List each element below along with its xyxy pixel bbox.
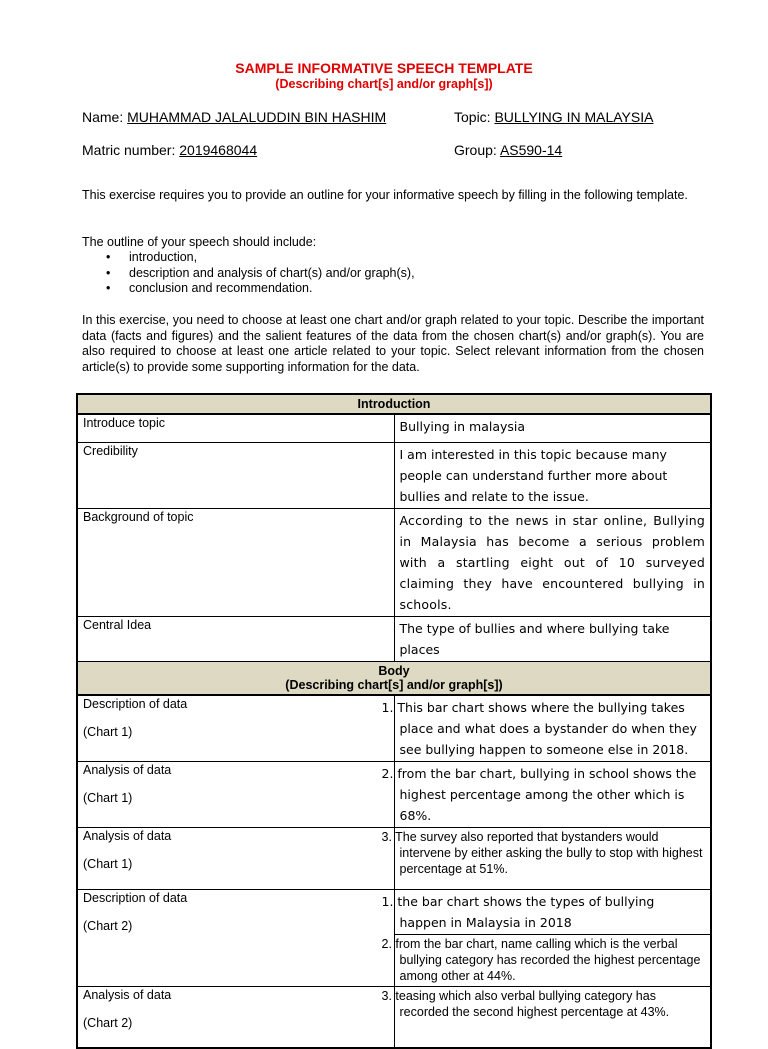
name-value: MUHAMMAD JALALUDDIN BIN HASHIM xyxy=(127,109,387,125)
body-heading: Body xyxy=(378,663,410,678)
table-row xyxy=(77,508,711,616)
topic-value: BULLYING IN MALAYSIA xyxy=(494,109,654,125)
speech-outline-table xyxy=(76,393,712,1049)
matric-label: Matric number: xyxy=(82,142,176,158)
table-row xyxy=(77,442,711,508)
row-chart-ref: (Chart 1) xyxy=(83,856,133,871)
page-subtitle: (Describing chart[s] and/or graph[s]) xyxy=(275,77,493,91)
row-value: 2. from the bar chart, name calling which is the verbal bullying category has recorded the highest percentage among other at 44%. xyxy=(394,934,711,986)
section-header-body xyxy=(77,661,711,695)
row-chart-ref: (Chart 2) xyxy=(83,918,133,933)
row-value: 1. the bar chart shows the types of bullying happen in Malaysia in 2018 xyxy=(394,889,711,934)
row-chart-ref: (Chart 1) xyxy=(83,790,133,805)
intro-paragraph: This exercise requires you to provide an outline for your informative speech by filling in the following template. xyxy=(82,188,688,202)
topic-label: Topic: xyxy=(454,109,491,125)
row-value: Bullying in malaysia xyxy=(394,414,711,442)
outline-heading: The outline of your speech should include: xyxy=(82,235,317,249)
page-title: SAMPLE INFORMATIVE SPEECH TEMPLATE xyxy=(235,60,533,76)
row-label-cell xyxy=(77,827,394,889)
row-label: Analysis of data xyxy=(83,762,172,777)
row-label-cell xyxy=(77,986,394,1048)
section-heading xyxy=(77,661,711,695)
table-row xyxy=(77,695,711,762)
row-chart-ref: (Chart 2) xyxy=(83,1015,133,1030)
table-row xyxy=(77,827,711,889)
row-label-cell xyxy=(77,761,394,827)
row-value: According to the news in star online, Bullying in Malaysia has become a serious problem with a startling eight out of 10 surveyed claiming they have encountered bullying in schools. xyxy=(394,508,711,616)
body-subheading: (Describing chart[s] and/or graph[s]) xyxy=(285,677,503,692)
list-item: • introduction, xyxy=(82,250,415,266)
row-label: Central Idea xyxy=(77,616,394,661)
row-label: Background of topic xyxy=(77,508,394,616)
table-row xyxy=(77,889,711,934)
row-value: I am interested in this topic because many people can understand further more about bullies and relate to the issue. xyxy=(394,442,711,508)
section-header-introduction xyxy=(77,394,711,414)
row-label-cell xyxy=(77,889,394,986)
topic-field xyxy=(454,109,653,125)
list-item: • conclusion and recommendation. xyxy=(82,281,415,297)
group-field xyxy=(454,142,562,158)
row-label-cell xyxy=(77,695,394,762)
row-label: Credibility xyxy=(77,442,394,508)
details-paragraph: In this exercise, you need to choose at least one chart and/or graph related to your topic. Describe the important data (facts and figures) and the salient features of the data from the chosen chart(s) and/or graph(s). You are also required to choose at least one article related to your topic. Select relevant information from the chosen article(s) to provide some supporting information for the data. xyxy=(82,313,704,374)
matric-value: 2019468044 xyxy=(179,142,258,158)
matric-field xyxy=(82,142,257,158)
row-value: The type of bullies and where bullying take places xyxy=(394,616,711,661)
name-field xyxy=(82,109,386,125)
row-label: Description of data xyxy=(83,696,188,711)
section-heading: Introduction xyxy=(77,394,711,414)
row-chart-ref: (Chart 1) xyxy=(83,724,133,739)
group-label: Group: xyxy=(454,142,497,158)
row-value: 1. This bar chart shows where the bullying takes place and what does a bystander do when they see bullying happen to someone else in 2018. xyxy=(394,695,711,762)
table-row xyxy=(77,986,711,1048)
row-label: Analysis of data xyxy=(83,987,172,1002)
table-row xyxy=(77,414,711,442)
name-label: Name: xyxy=(82,109,124,125)
table-row xyxy=(77,761,711,827)
row-value: 3. teasing which also verbal bullying category has recorded the second highest percentage at 43%. xyxy=(394,986,711,1048)
row-label: Description of data xyxy=(83,890,188,905)
row-label: Introduce topic xyxy=(77,414,394,442)
table-row xyxy=(77,616,711,661)
group-value: AS590-14 xyxy=(499,142,563,158)
row-value: 2. from the bar chart, bullying in school shows the highest percentage among the other which is 68%. xyxy=(394,761,711,827)
outline-list xyxy=(82,250,415,297)
row-label: Analysis of data xyxy=(83,828,172,843)
row-value: 3. The survey also reported that bystanders would intervene by either asking the bully to stop with highest percentage at 51%. xyxy=(394,827,711,889)
list-item: • description and analysis of chart(s) and/or graph(s), xyxy=(82,266,415,282)
